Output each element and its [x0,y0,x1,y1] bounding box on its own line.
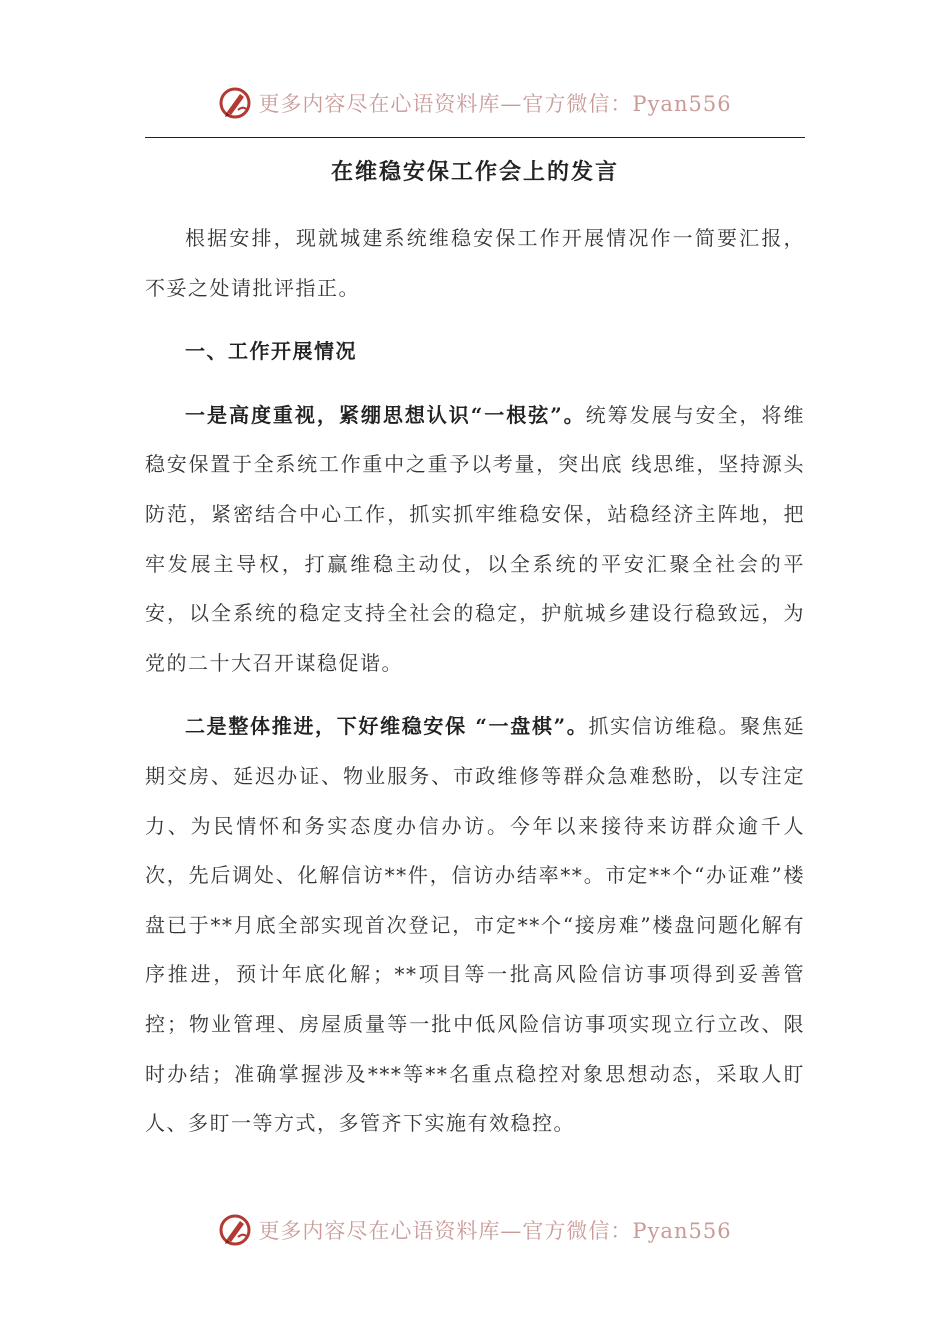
banner-text: 更多内容尽在心语资料库—官方微信：Pyan556 [258,92,732,116]
intro-paragraph: 根据安排，现就城建系统维稳安保工作开展情况作一简要汇报，不妥之处请批评指正。 [145,226,805,300]
pen-logo-icon [218,86,252,120]
document-title: 在维稳安保工作会上的发言 [330,159,619,185]
header-banner [0,83,950,123]
header-divider [145,137,805,138]
document-body [145,214,805,1149]
paragraph-2 [145,702,805,1148]
paragraph-1 [145,391,805,689]
section-heading: 一、工作开展情况 [185,339,357,364]
paragraph-2-body: 抓实信访维稳。聚焦延期交房、延迟办证、物业服务、市政维修等群众急难愁盼，以专注定力、为民情怀和务实态度办信办访。今年以来接待来访群众逾千人次，先后调处、化解信访**件，信访办结率**。市定**个“办证难”楼盘已于**月底全部实现首次登记，市定**个“接房难”楼盘问题化解有序推进，预计年底化解；**项目等一批高风险信访事项得到妥善管控；物业管理、房屋质量等一批中低风险信访事项实现立行立改、限时办结；准确掌握涉及***等**名重点稳控对象思想动态，采取人盯人、多盯一等方式，多管齐下实施有效稳控。 [145,714,805,1136]
banner-text: 更多内容尽在心语资料库—官方微信：Pyan556 [258,1219,732,1243]
paragraph-1-lead: 一是高度重视，紧绷思想认识“一根弦”。 [185,402,586,427]
paragraph-2-lead: 二是整体推进，下好维稳安保 “一盘棋”。 [185,714,589,739]
pen-logo-icon [218,1213,252,1247]
paragraph-1-body: 统筹发展与安全，将维稳安保置于全系统工作重中之重予以考量，突出底 线思维，坚持源头防范，紧密结合中心工作，抓实抓牢维稳安保，站稳经济主阵地，把牢发展主导权，打赢维稳主动仗，以全系统的平安汇聚全社会的平安，以全系统的稳定支持全社会的稳定，护航城乡建设行稳致远，为党的二十大召开谋稳促谐。 [145,402,806,675]
footer-banner [0,1210,950,1250]
